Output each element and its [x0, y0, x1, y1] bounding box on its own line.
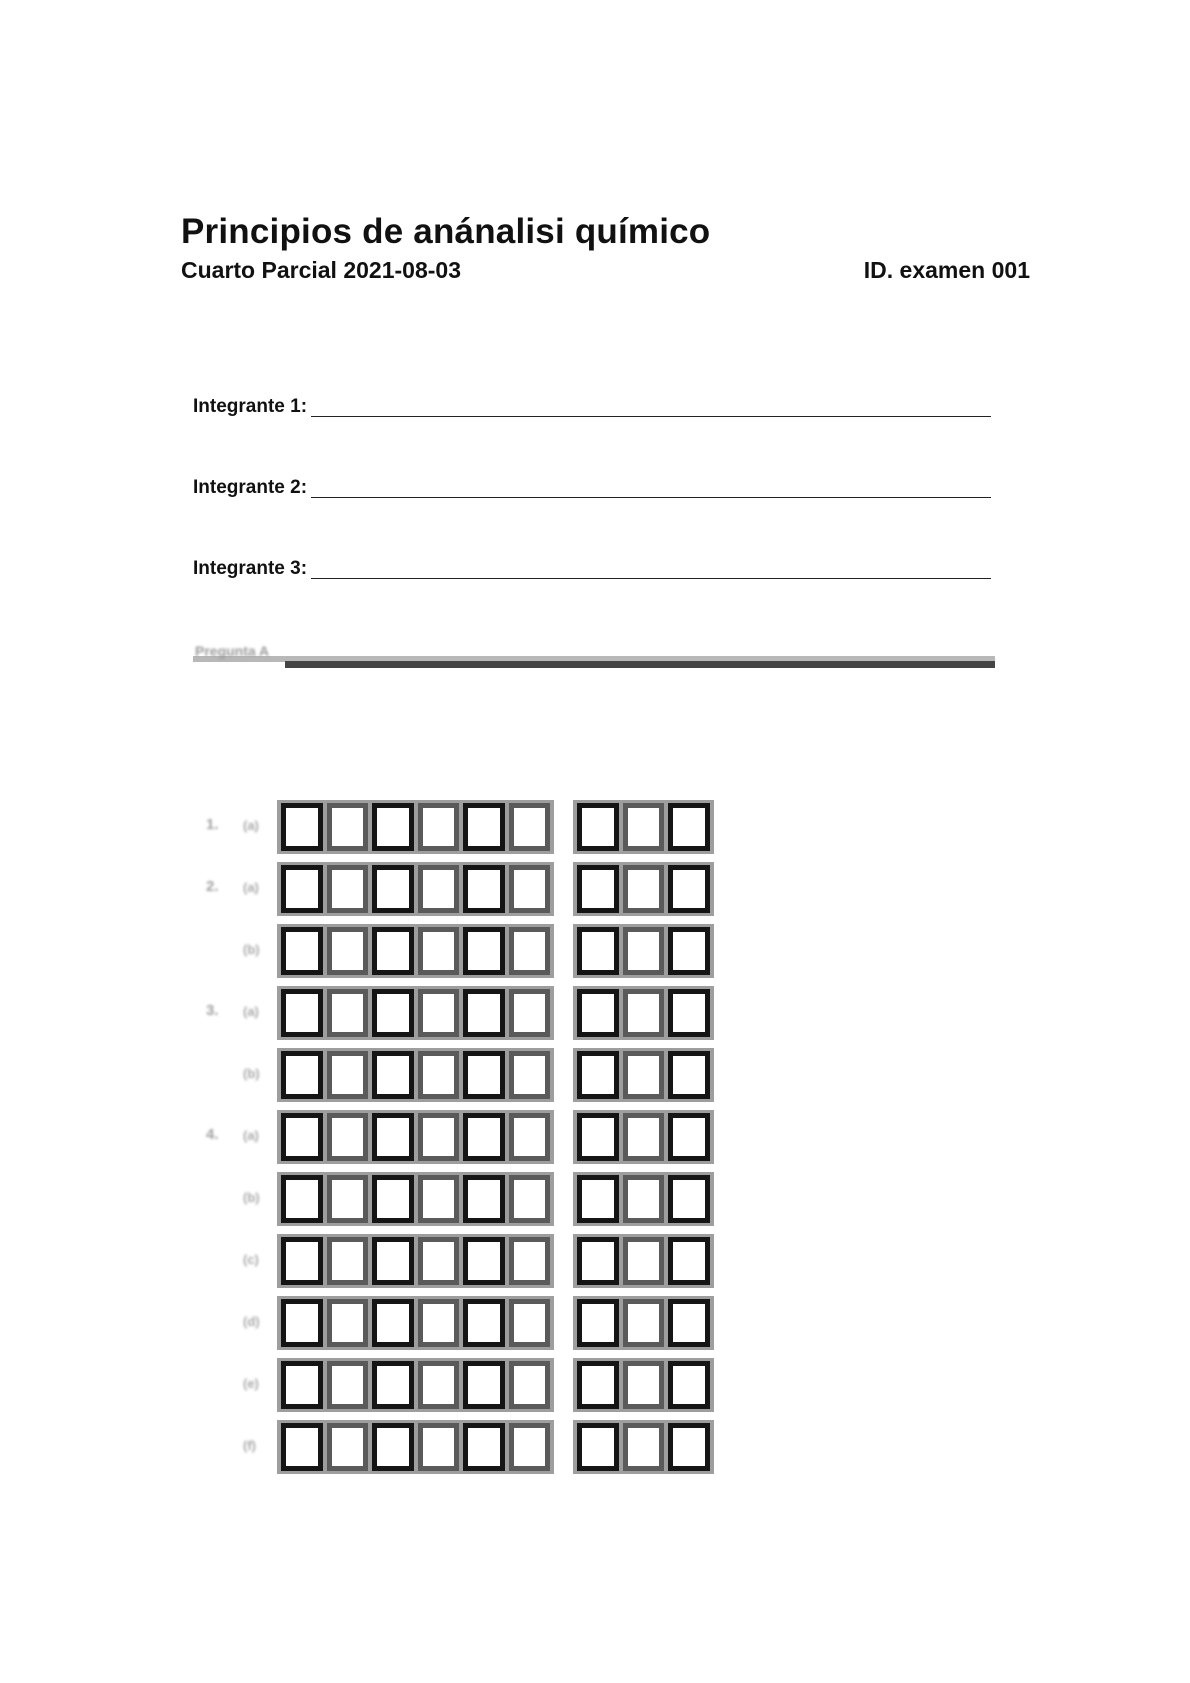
answer-box[interactable] [623, 1299, 665, 1347]
answer-box[interactable] [327, 1113, 369, 1161]
answer-box[interactable] [577, 1237, 619, 1285]
answer-box[interactable] [281, 1175, 323, 1223]
answer-box-group-left [277, 1110, 554, 1164]
member-2-line[interactable] [311, 475, 991, 498]
answer-box[interactable] [463, 1299, 505, 1347]
answer-box[interactable] [509, 1423, 551, 1471]
answer-box[interactable] [372, 865, 414, 913]
member-3-label: Integrante 3: [193, 558, 308, 579]
question-subpart: (a) [243, 880, 259, 895]
answer-box[interactable] [372, 1237, 414, 1285]
answer-box[interactable] [668, 1113, 710, 1161]
answer-box[interactable] [463, 1175, 505, 1223]
answer-box[interactable] [509, 1175, 551, 1223]
exam-subtitle: Cuarto Parcial 2021-08-03 [181, 257, 461, 283]
question-subpart: (c) [243, 1252, 259, 1267]
question-subpart: (a) [243, 1128, 259, 1143]
answer-row [180, 1420, 740, 1474]
member-1-field[interactable] [193, 389, 991, 417]
answer-box[interactable] [577, 865, 619, 913]
answer-box[interactable] [372, 927, 414, 975]
answer-box[interactable] [327, 1361, 369, 1409]
answer-box-group-left [277, 862, 554, 916]
answer-box[interactable] [668, 927, 710, 975]
answer-box-group-left [277, 1358, 554, 1412]
answer-box[interactable] [623, 927, 665, 975]
answer-box[interactable] [372, 989, 414, 1037]
answer-box[interactable] [623, 1237, 665, 1285]
answer-box[interactable] [509, 1299, 551, 1347]
answer-box[interactable] [577, 803, 619, 851]
answer-box[interactable] [372, 1113, 414, 1161]
answer-row [180, 1296, 740, 1350]
answer-box[interactable] [577, 927, 619, 975]
member-3-line[interactable] [311, 556, 991, 579]
section-rule-dark [285, 661, 995, 668]
answer-box[interactable] [327, 989, 369, 1037]
question-subpart: (f) [243, 1438, 256, 1453]
question-subpart: (e) [243, 1376, 259, 1391]
answer-row [180, 1048, 740, 1102]
answer-box[interactable] [577, 1051, 619, 1099]
answer-box-group-right [573, 1234, 714, 1288]
answer-box[interactable] [372, 1423, 414, 1471]
member-1-line[interactable] [311, 394, 991, 417]
answer-box[interactable] [372, 1299, 414, 1347]
answer-box-group-right [573, 1420, 714, 1474]
answer-box[interactable] [327, 927, 369, 975]
answer-box[interactable] [327, 1051, 369, 1099]
answer-box[interactable] [372, 1361, 414, 1409]
answer-box[interactable] [668, 803, 710, 851]
answer-box[interactable] [509, 1051, 551, 1099]
answer-row [180, 1110, 740, 1164]
answer-box-group-right [573, 986, 714, 1040]
answer-box[interactable] [281, 803, 323, 851]
question-number: 2. [206, 878, 219, 895]
answer-box[interactable] [418, 1051, 460, 1099]
answer-box[interactable] [509, 989, 551, 1037]
answer-box[interactable] [281, 1423, 323, 1471]
answer-row [180, 862, 740, 916]
answer-box[interactable] [623, 1423, 665, 1471]
answer-box[interactable] [418, 1113, 460, 1161]
answer-box[interactable] [463, 1113, 505, 1161]
answer-box-group-right [573, 924, 714, 978]
answer-box[interactable] [418, 1299, 460, 1347]
answer-box-group-right [573, 1358, 714, 1412]
answer-box[interactable] [327, 1237, 369, 1285]
answer-box[interactable] [418, 1175, 460, 1223]
answer-box[interactable] [668, 1175, 710, 1223]
answer-box[interactable] [418, 1361, 460, 1409]
member-2-field[interactable] [193, 470, 991, 498]
answer-box[interactable] [623, 1051, 665, 1099]
answer-box[interactable] [327, 1299, 369, 1347]
answer-box[interactable] [668, 1299, 710, 1347]
answer-box[interactable] [281, 927, 323, 975]
answer-box[interactable] [577, 1361, 619, 1409]
answer-box-group-left [277, 1296, 554, 1350]
answer-row [180, 1172, 740, 1226]
answer-box[interactable] [577, 1113, 619, 1161]
member-2-label: Integrante 2: [193, 477, 308, 498]
answer-box[interactable] [623, 803, 665, 851]
answer-box[interactable] [281, 1113, 323, 1161]
answer-box-group-right [573, 1296, 714, 1350]
answer-box[interactable] [463, 927, 505, 975]
answer-box[interactable] [327, 1175, 369, 1223]
answer-box[interactable] [281, 1361, 323, 1409]
answer-box[interactable] [509, 1361, 551, 1409]
answer-box-group-right [573, 1172, 714, 1226]
answer-box[interactable] [327, 865, 369, 913]
answer-box[interactable] [623, 1113, 665, 1161]
answer-box[interactable] [509, 1113, 551, 1161]
answer-box-group-left [277, 1048, 554, 1102]
section-label: Pregunta A [195, 643, 270, 659]
answer-row [180, 1234, 740, 1288]
answer-box[interactable] [623, 1361, 665, 1409]
answer-box[interactable] [463, 1361, 505, 1409]
answer-box[interactable] [327, 803, 369, 851]
answer-box-group-right [573, 1048, 714, 1102]
answer-box[interactable] [509, 803, 551, 851]
answer-box[interactable] [509, 927, 551, 975]
answer-box[interactable] [463, 803, 505, 851]
answer-box[interactable] [281, 1237, 323, 1285]
answer-box[interactable] [668, 865, 710, 913]
answer-box[interactable] [577, 1175, 619, 1223]
answer-box[interactable] [372, 1175, 414, 1223]
question-subpart: (b) [243, 1066, 260, 1081]
question-subpart: (b) [243, 1190, 260, 1205]
member-3-field[interactable] [193, 551, 991, 579]
answer-box-group-left [277, 924, 554, 978]
answer-box[interactable] [623, 989, 665, 1037]
answer-box-group-right [573, 800, 714, 854]
answer-box[interactable] [418, 989, 460, 1037]
exam-id: ID. examen 001 [863, 257, 1030, 283]
answer-box[interactable] [418, 927, 460, 975]
answer-box[interactable] [577, 1299, 619, 1347]
answer-box[interactable] [418, 865, 460, 913]
answer-box-group-right [573, 1110, 714, 1164]
answer-box[interactable] [418, 1237, 460, 1285]
answer-box[interactable] [372, 1051, 414, 1099]
answer-box[interactable] [281, 865, 323, 913]
exam-title: Principios de anánalisi químico [181, 212, 711, 251]
question-subpart: (a) [243, 818, 259, 833]
answer-box-group-left [277, 1234, 554, 1288]
answer-box[interactable] [281, 1051, 323, 1099]
answer-box[interactable] [668, 1051, 710, 1099]
answer-box[interactable] [509, 1237, 551, 1285]
answer-row [180, 800, 740, 854]
question-subpart: (b) [243, 942, 260, 957]
answer-box-group-left [277, 986, 554, 1040]
answer-box[interactable] [463, 1051, 505, 1099]
answer-box[interactable] [418, 803, 460, 851]
answer-box[interactable] [463, 1423, 505, 1471]
answer-box[interactable] [281, 1299, 323, 1347]
answer-box[interactable] [668, 989, 710, 1037]
question-number: 1. [206, 816, 219, 833]
answer-box[interactable] [281, 989, 323, 1037]
answer-box-group-left [277, 1172, 554, 1226]
answer-box[interactable] [463, 865, 505, 913]
answer-box-group-left [277, 800, 554, 854]
answer-box[interactable] [463, 1237, 505, 1285]
question-number: 4. [206, 1126, 219, 1143]
question-subpart: (d) [243, 1314, 260, 1329]
answer-box[interactable] [372, 803, 414, 851]
answer-row [180, 986, 740, 1040]
answer-box[interactable] [623, 1175, 665, 1223]
answer-box[interactable] [327, 1423, 369, 1471]
question-number: 3. [206, 1002, 219, 1019]
answer-box[interactable] [668, 1361, 710, 1409]
answer-box[interactable] [418, 1423, 460, 1471]
answer-box-group-right [573, 862, 714, 916]
answer-box[interactable] [463, 989, 505, 1037]
answer-row [180, 1358, 740, 1412]
answer-box[interactable] [623, 865, 665, 913]
answer-box[interactable] [577, 1423, 619, 1471]
answer-box-group-left [277, 1420, 554, 1474]
answer-box[interactable] [668, 1423, 710, 1471]
member-1-label: Integrante 1: [193, 396, 308, 417]
answer-box[interactable] [509, 865, 551, 913]
section-header [193, 643, 995, 670]
answer-row [180, 924, 740, 978]
question-subpart: (a) [243, 1004, 259, 1019]
answer-box[interactable] [668, 1237, 710, 1285]
answer-box[interactable] [577, 989, 619, 1037]
